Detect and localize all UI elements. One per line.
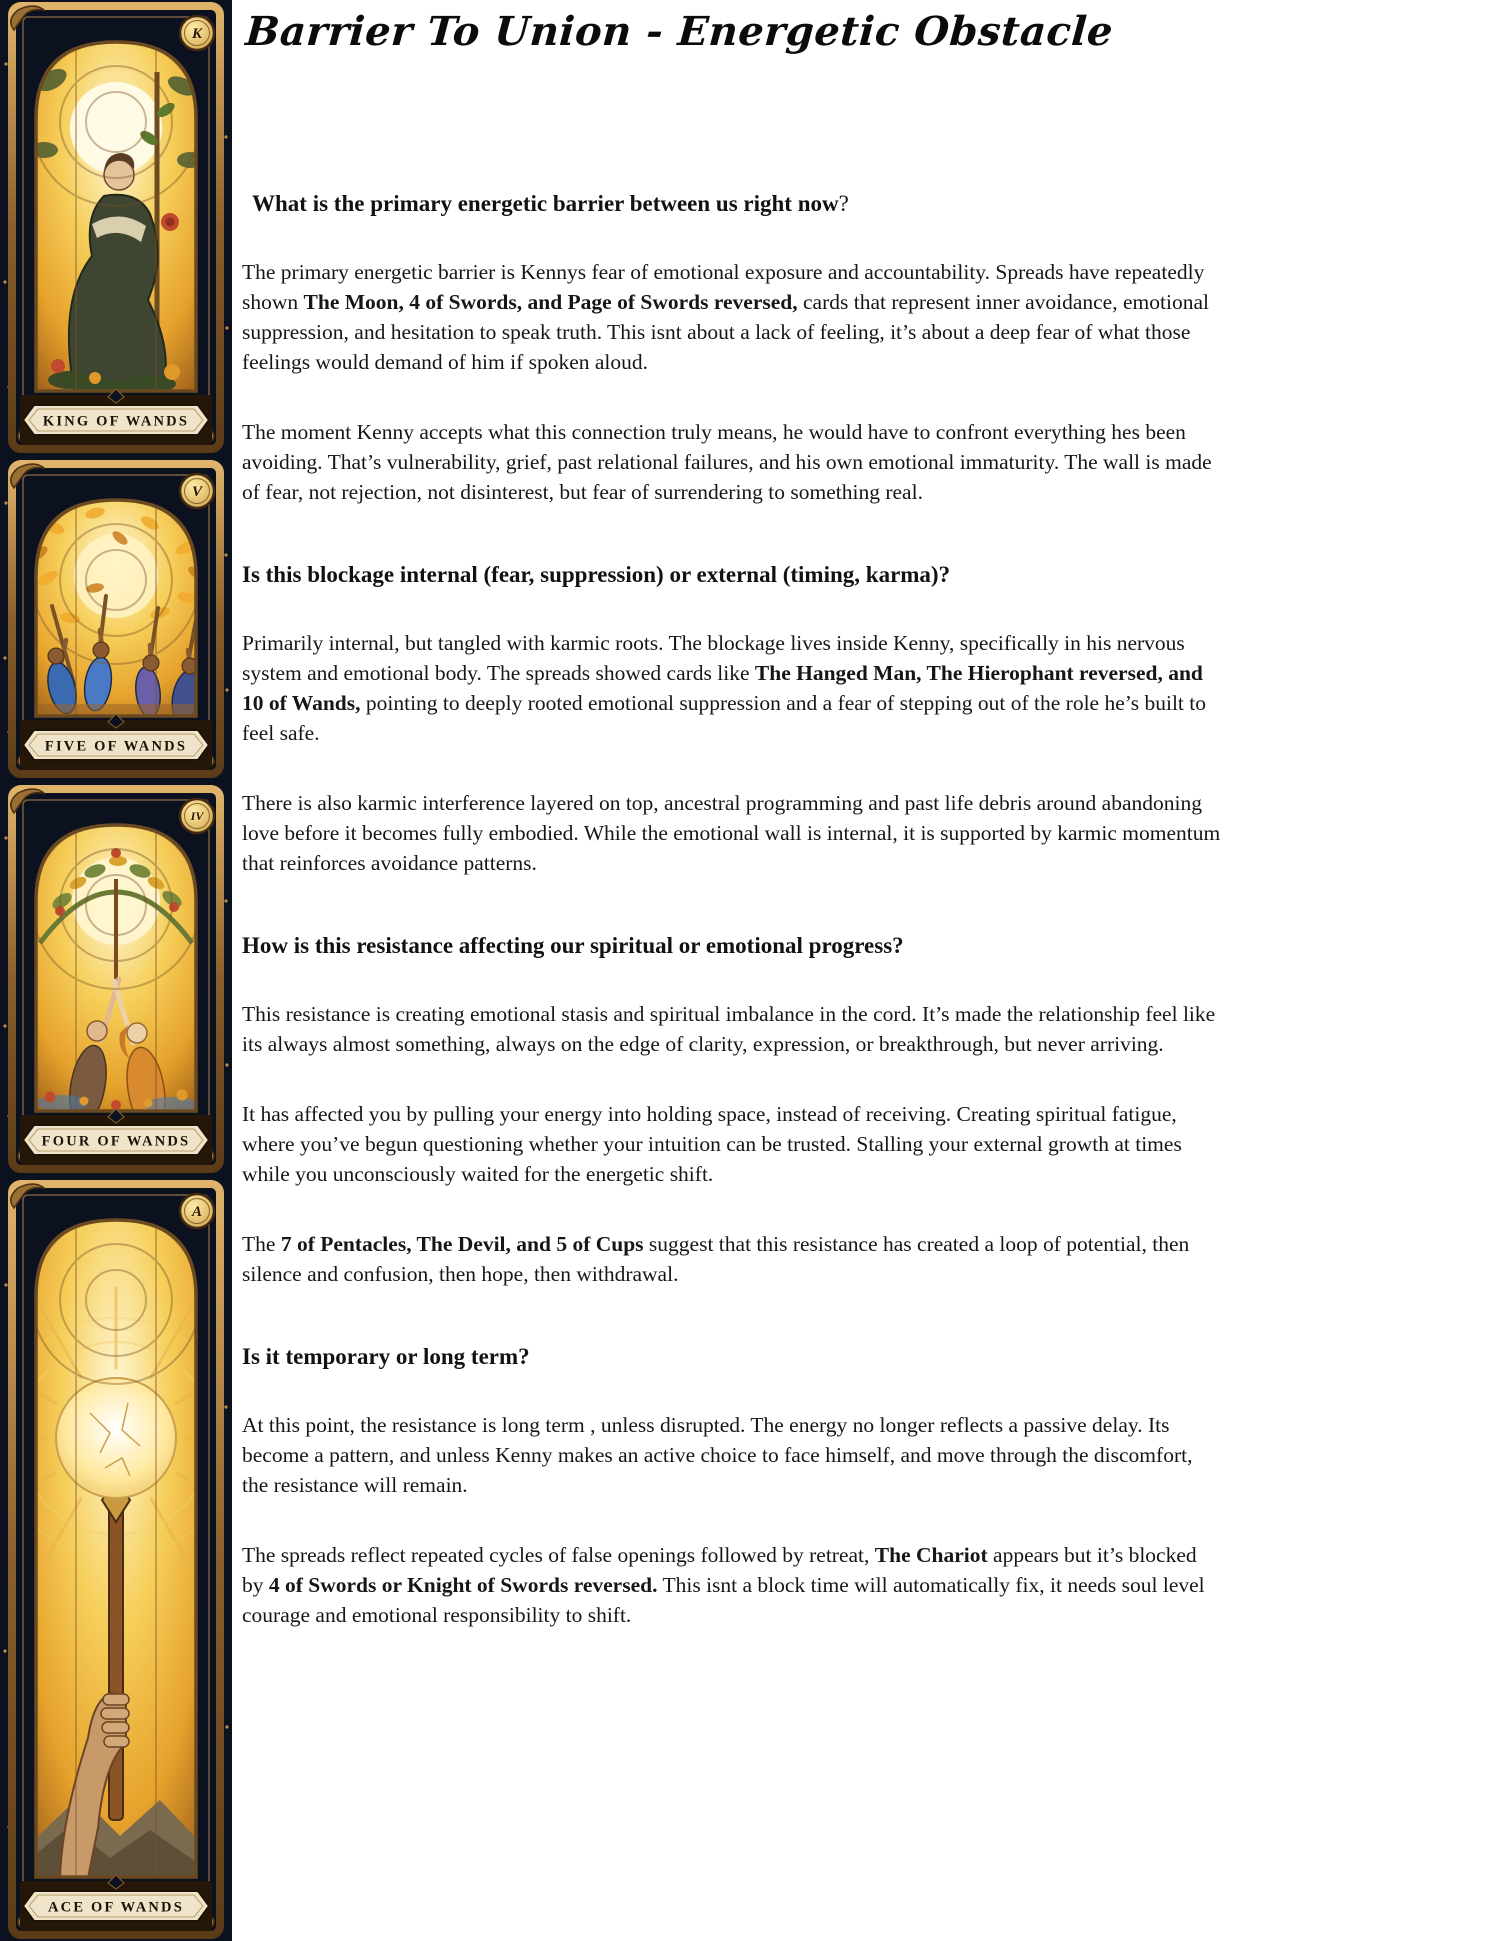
card-numeral-badge bbox=[180, 799, 214, 833]
bold-run: The Chariot bbox=[874, 1543, 988, 1567]
card-name-label: KING OF WANDS bbox=[42, 413, 190, 430]
bold-run: 7 of Pentacles, The Devil, and 5 of Cups bbox=[280, 1232, 644, 1256]
svg-text:IV: IV bbox=[190, 809, 204, 823]
tarot-card-art bbox=[0, 0, 232, 455]
card-name-label: FOUR OF WANDS bbox=[41, 1133, 191, 1150]
answer-paragraph bbox=[242, 1099, 1222, 1189]
tarot-card-art bbox=[0, 783, 232, 1175]
tarot-card-king-of-wands bbox=[0, 0, 232, 455]
text-run: There is also karmic interference layered on top, ancestral programming and past life debris around abandoning love before it becomes fully embodied. While the emotional wall is internal, it is supported by karmic momentum that reinforces avoidance patterns. bbox=[242, 791, 1221, 875]
tarot-card-five-of-wands bbox=[0, 458, 232, 780]
question-heading bbox=[242, 188, 1222, 219]
text-run: This isnt a block time will automatically fix, it needs soul level courage and emotional responsibility to shift. bbox=[242, 1573, 1205, 1627]
bold-run: How is this resistance affecting our spiritual or emotional progress? bbox=[242, 933, 904, 958]
text-run: ? bbox=[838, 191, 849, 216]
answer-paragraph bbox=[242, 257, 1222, 377]
bold-run: What is the primary energetic barrier between us right now bbox=[252, 191, 839, 216]
answer-paragraph bbox=[242, 999, 1222, 1059]
question-heading bbox=[242, 930, 1222, 961]
text-run: The spreads reflect repeated cycles of false openings followed by retreat, bbox=[242, 1543, 875, 1567]
text-run: The bbox=[242, 1232, 281, 1256]
text-run: It has affected you by pulling your energy into holding space, instead of receiving. Creating spiritual fatigue, where you’ve begun questioning whether your intuition can be trusted. Stalling your external growth at times while you unconsciously waited for the energetic shift. bbox=[242, 1102, 1182, 1186]
card-name-banner bbox=[20, 1109, 212, 1165]
tarot-card-art bbox=[0, 1178, 232, 1941]
card-name-label: FIVE OF WANDS bbox=[44, 738, 188, 755]
bold-run: Is it temporary or long term? bbox=[242, 1344, 530, 1369]
text-run: Primarily internal, but tangled with karmic roots. The blockage lives inside Kenny, specifically in his nervous system and emotional body. The spreads showed cards like bbox=[242, 631, 1185, 685]
answer-paragraph bbox=[242, 1410, 1222, 1500]
reading-content bbox=[232, 0, 1500, 1941]
bold-run: Is this blockage internal (fear, suppression) or external (timing, karma)? bbox=[242, 562, 951, 587]
text-run: suggest that this resistance has created a loop of potential, then silence and confusion, then hope, then withdrawal. bbox=[242, 1232, 1190, 1286]
text-run: appears but it’s blocked by bbox=[242, 1543, 1197, 1597]
answer-paragraph bbox=[242, 628, 1222, 748]
card-name-banner bbox=[20, 714, 212, 770]
answer-paragraph bbox=[242, 417, 1222, 507]
answer-paragraph bbox=[242, 788, 1222, 878]
tarot-card-art bbox=[0, 458, 232, 780]
text-run: The moment Kenny accepts what this connection truly means, he would have to confront everything hes been avoiding. That’s vulnerability, grief, past relational failures, and his own emotional immaturity. The wall is made of fear, not rejection, not disinterest, but fear of surrendering to something real. bbox=[242, 420, 1212, 504]
text-run: This resistance is creating emotional stasis and spiritual imbalance in the cord. It’s made the relationship feel like its always almost something, always on the edge of clarity, expression, or breakthrough, but never arriving. bbox=[242, 1002, 1216, 1056]
question-heading bbox=[242, 559, 1222, 590]
tarot-card-ace-of-wands bbox=[0, 1178, 232, 1941]
question-heading bbox=[242, 1341, 1222, 1372]
tarot-card-four-of-wands bbox=[0, 783, 232, 1175]
tarot-card-column bbox=[0, 0, 232, 1941]
card-name-banner bbox=[20, 1875, 212, 1931]
answer-paragraph bbox=[242, 1229, 1222, 1289]
svg-text:K: K bbox=[191, 26, 203, 42]
bold-run: 4 of Swords or Knight of Swords reversed. bbox=[268, 1573, 658, 1597]
card-numeral-badge bbox=[180, 16, 214, 50]
svg-text:V: V bbox=[191, 484, 203, 500]
text-run: The primary energetic barrier is Kennys fear of emotional exposure and accountability. Spreads have repeatedly shown bbox=[242, 260, 1205, 314]
text-run: pointing to deeply rooted emotional suppression and a fear of stepping out of the role he’s built to feel safe. bbox=[242, 691, 1206, 745]
card-name-banner bbox=[20, 389, 212, 445]
page-title: Barrier To Union - Energetic Obstacle bbox=[244, 8, 1115, 55]
svg-text:A: A bbox=[191, 1204, 203, 1220]
card-name-label: ACE OF WANDS bbox=[48, 1899, 184, 1916]
card-numeral-badge bbox=[180, 1194, 214, 1228]
qa-content bbox=[242, 188, 1222, 1630]
text-run: cards that represent inner avoidance, emotional suppression, and hesitation to speak truth. This isnt about a lack of feeling, it’s about a deep fear of what those feelings would demand of him if spoken aloud. bbox=[242, 290, 1209, 374]
bold-run: The Moon, 4 of Swords, and Page of Swords reversed, bbox=[303, 290, 798, 314]
answer-paragraph bbox=[242, 1540, 1222, 1630]
card-numeral-badge bbox=[180, 474, 214, 508]
text-run: At this point, the resistance is long term , unless disrupted. The energy no longer reflects a passive delay. Its become a pattern, and unless Kenny makes an active choice to face himself, and move through the discomfort, the resistance will remain. bbox=[242, 1413, 1193, 1497]
bold-run: The Hanged Man, The Hierophant reversed, and 10 of Wands, bbox=[242, 661, 1203, 715]
